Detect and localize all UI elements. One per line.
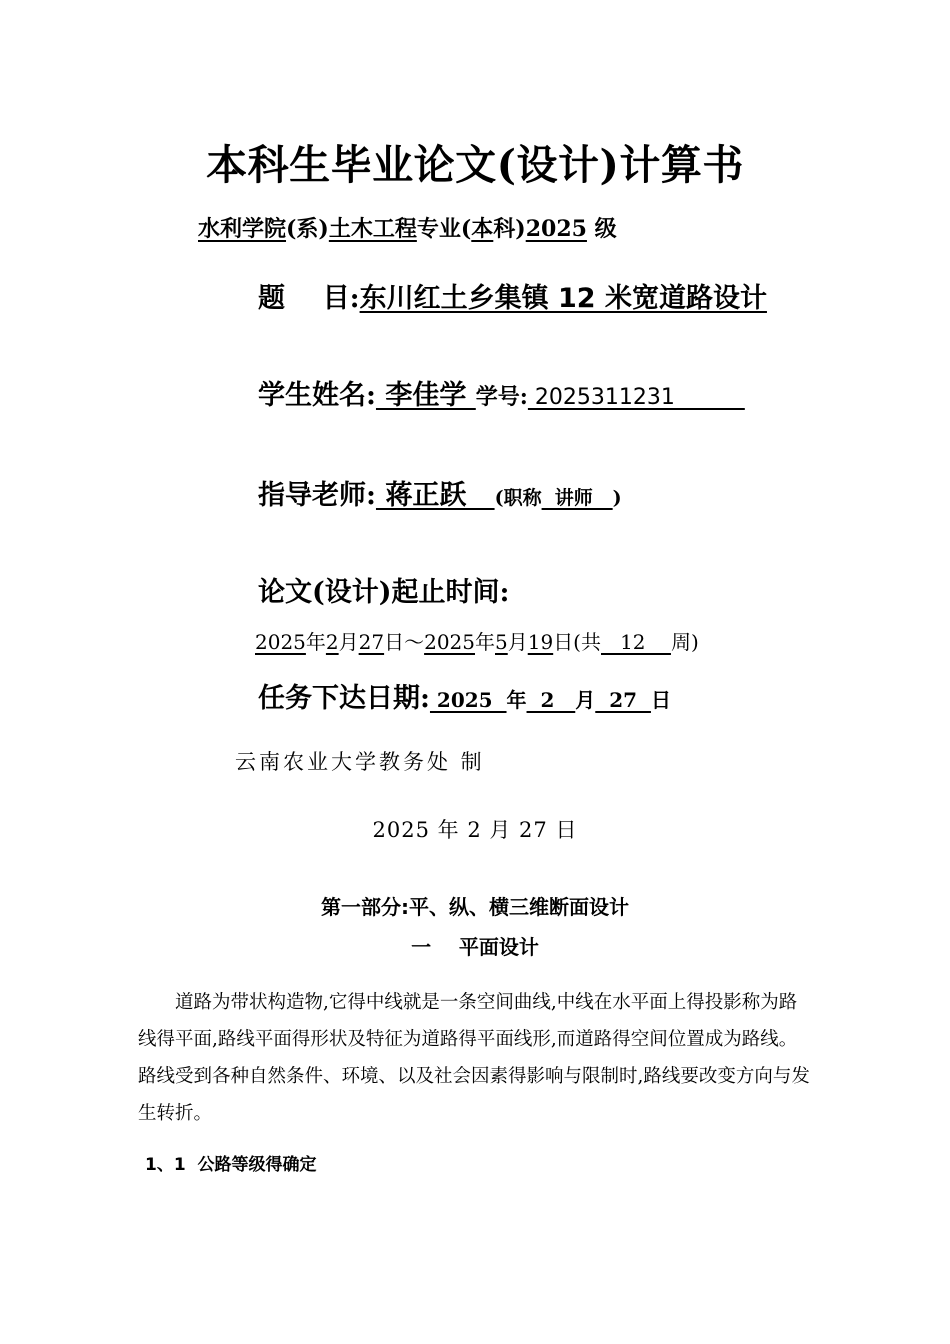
- end-month: 5: [495, 630, 508, 654]
- grade-year: 2025: [525, 216, 587, 242]
- advisor-field: [258, 473, 622, 512]
- topic-label: 题 目:: [258, 283, 360, 314]
- period-dates: [255, 626, 699, 655]
- student-field: [258, 373, 745, 412]
- school-name: 水利学院: [198, 216, 287, 242]
- section-heading: 一 平面设计: [411, 935, 539, 959]
- issue-month-unit: 月: [575, 688, 596, 712]
- advisor-title: 讲师: [541, 487, 613, 509]
- issue-day-unit: 日: [650, 688, 671, 712]
- start-month: 2: [325, 630, 339, 654]
- start-day: 27: [358, 630, 385, 654]
- topic-value: 东川红土乡集镇 12 米宽道路设计: [359, 283, 767, 314]
- week-count: 12: [601, 630, 671, 654]
- student-id-label: 学号:: [475, 384, 528, 410]
- dept-sep-1: (系): [286, 216, 329, 242]
- student-name: 李佳学: [375, 380, 476, 411]
- major-name: 土木工程: [328, 216, 417, 242]
- advisor-name: 蒋正跃: [375, 480, 495, 511]
- department-line: [198, 212, 617, 243]
- period-month-unit-1: 月: [338, 630, 359, 654]
- advisor-title-close: ): [612, 487, 622, 509]
- body-paragraph: 道路为带状构造物,它得中线就是一条空间曲线,中线在水平面上得投影称为路线得平面,路线平面得形状及特征为道路得平面线形,而道路得空间位置成为路线。路线受到各种自然条件、环境、以及社会因素得影响与限制时,路线要改变方向与发生转折。: [138, 992, 810, 1124]
- period-year-unit-1: 年: [305, 630, 326, 654]
- period-year-unit-2: 年: [475, 630, 495, 654]
- dept-sep-4: 级: [586, 216, 617, 242]
- issue-date-field: [258, 676, 671, 715]
- advisor-label: 指导老师:: [258, 480, 376, 511]
- subsection-heading: 1、1 公路等级得确定: [145, 1155, 317, 1175]
- issue-year-unit: 年: [506, 688, 527, 712]
- period-month-unit-2: 月: [507, 630, 528, 654]
- dept-sep-2: 专业(: [416, 216, 472, 242]
- end-year: 2025: [424, 630, 475, 654]
- student-name-label: 学生姓名:: [258, 380, 376, 411]
- issuing-office: 云南农业大学教务处 制: [235, 750, 485, 774]
- end-day: 19: [527, 630, 554, 654]
- start-year: 2025: [255, 630, 306, 654]
- issuing-date: 2025 年 2 月 27 日: [372, 818, 578, 842]
- issue-year: 2025: [429, 688, 507, 712]
- issue-day: 27: [595, 688, 651, 712]
- document-title: 本科生毕业论文(设计)计算书: [206, 141, 744, 189]
- period-label: 论文(设计)起止时间:: [258, 577, 510, 608]
- topic-field: [258, 276, 767, 315]
- part-heading: 第一部分:平、纵、横三维断面设计: [321, 895, 629, 919]
- advisor-title-label: (职称: [494, 487, 542, 509]
- issue-date-label: 任务下达日期:: [258, 683, 430, 714]
- period-day-unit-1: 日～: [384, 630, 425, 654]
- period-day-unit-2: 日(共: [553, 630, 601, 654]
- dept-sep-3: 科): [493, 216, 526, 242]
- period-week-unit: 周): [670, 630, 699, 654]
- issue-month: 2: [526, 688, 576, 712]
- degree-level: 本: [471, 216, 494, 242]
- student-id: 2025311231: [527, 385, 745, 410]
